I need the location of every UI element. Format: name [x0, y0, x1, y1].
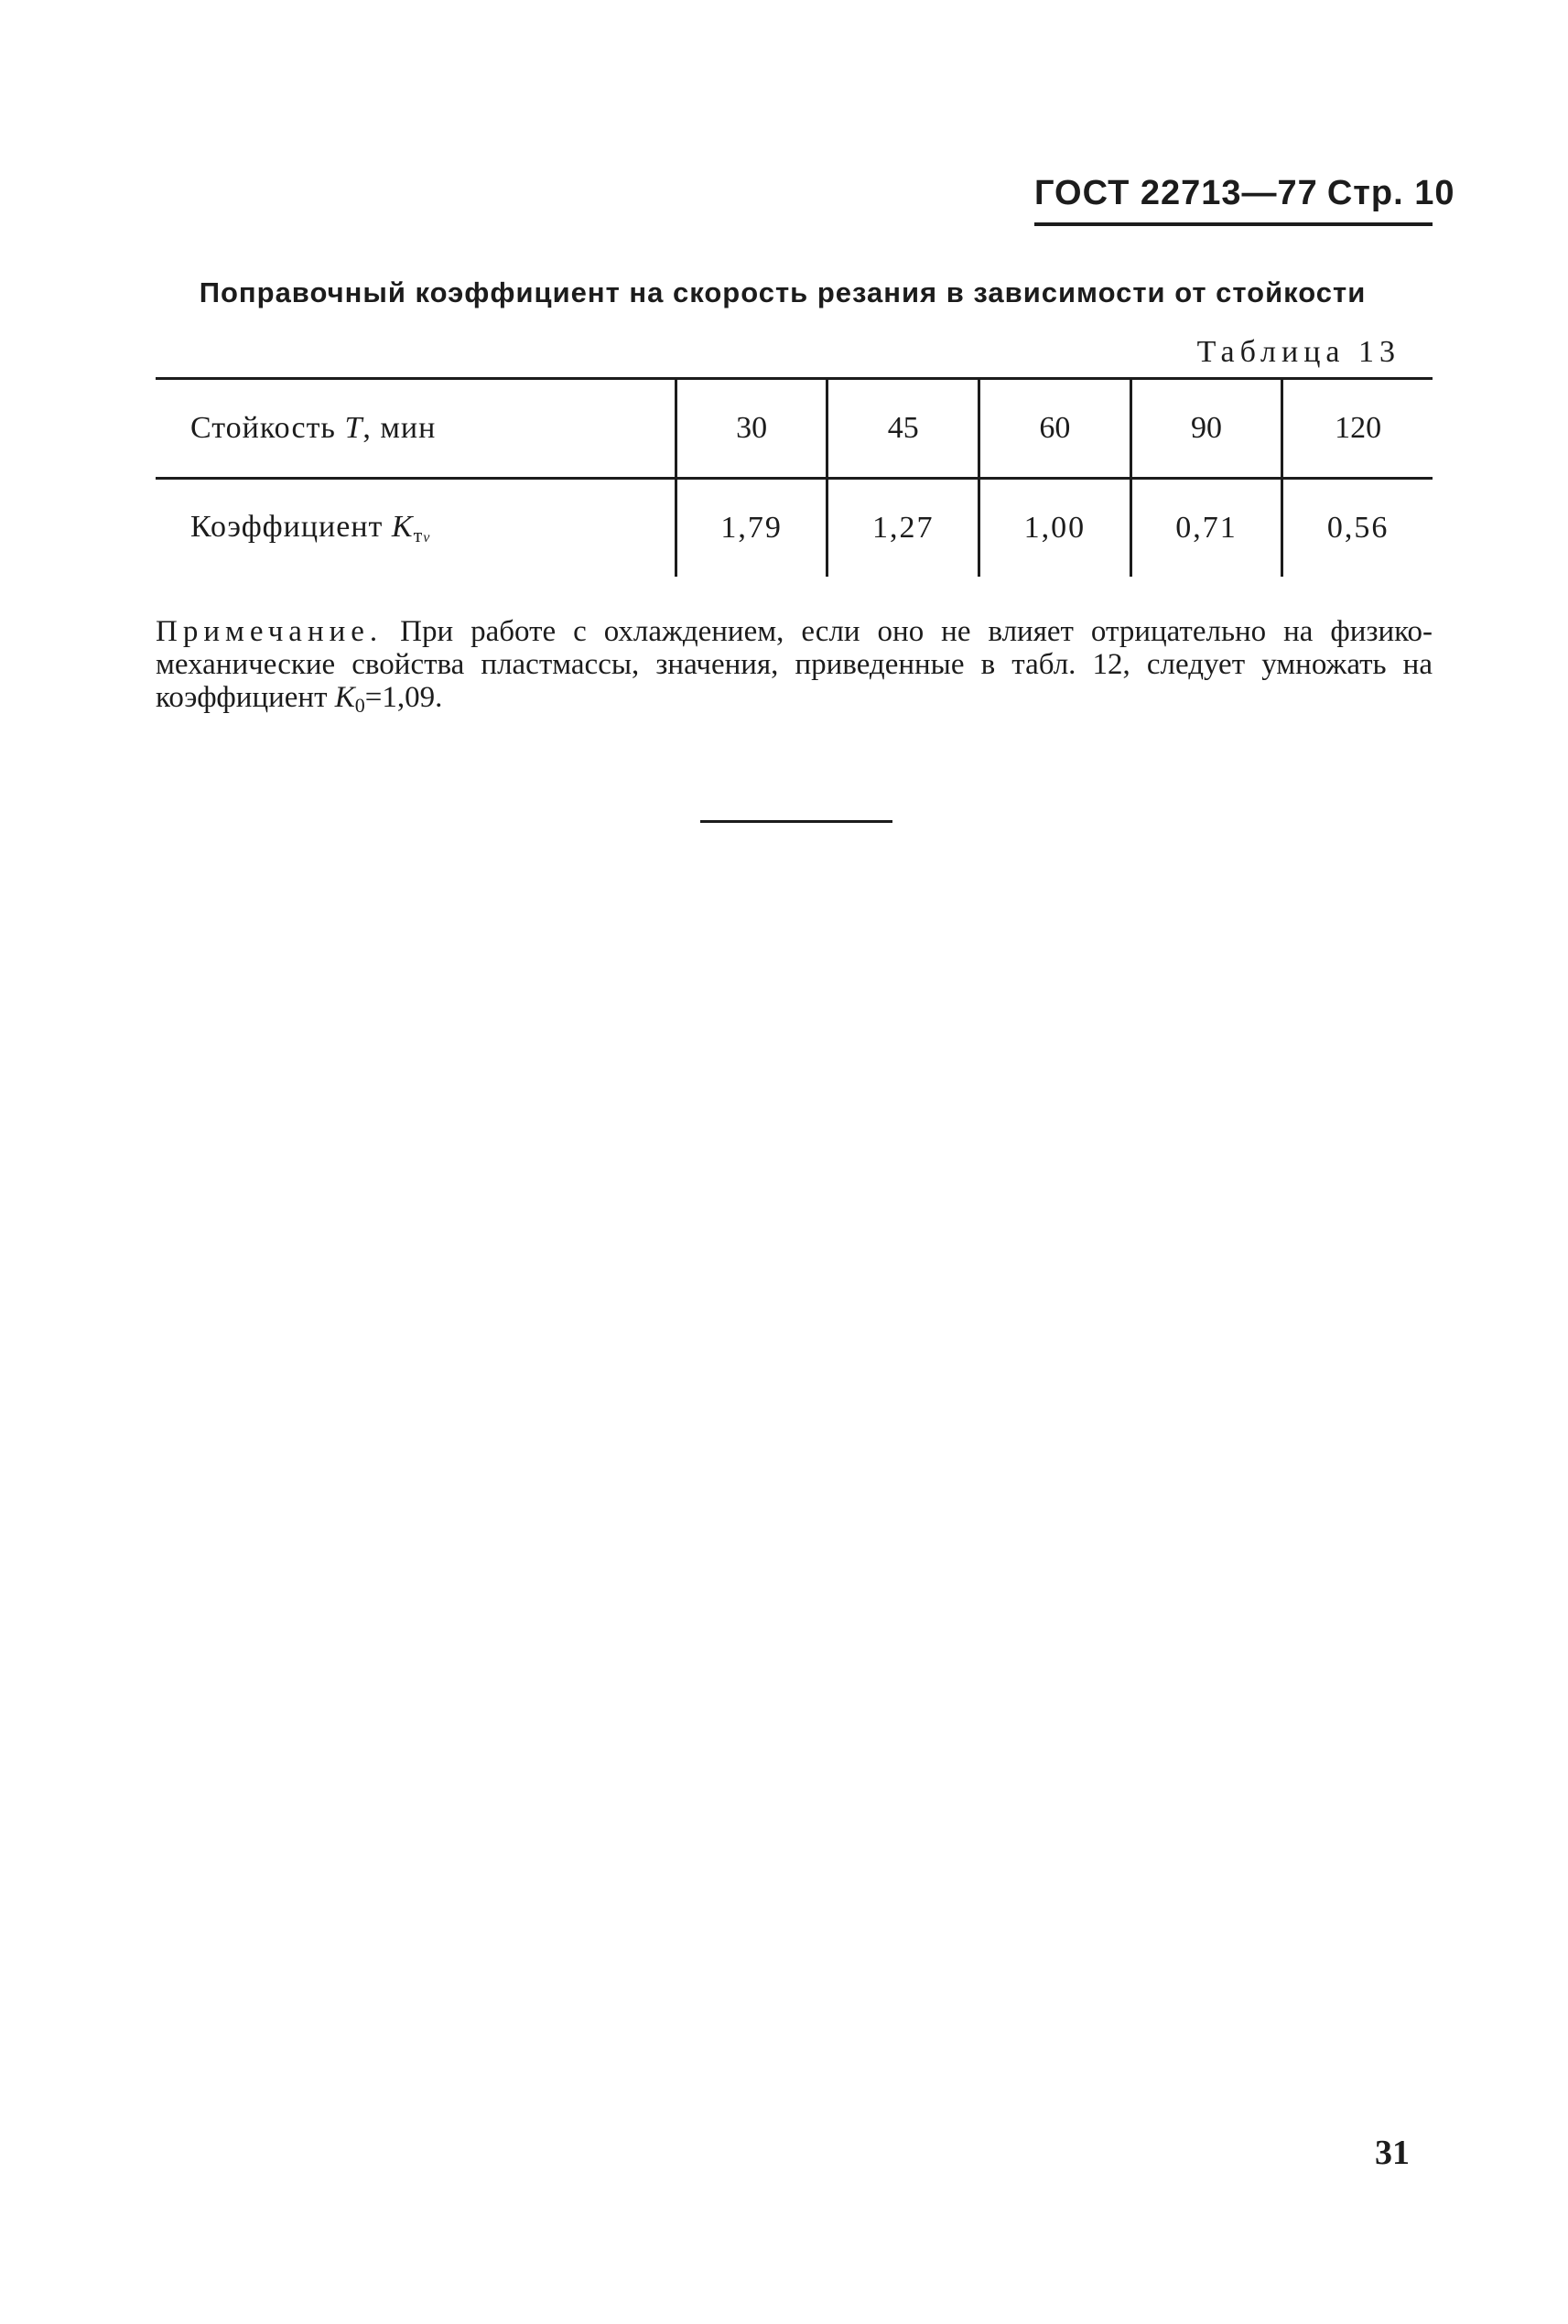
table-label: Таблица 13: [1196, 335, 1400, 369]
table-cell: 90: [1130, 379, 1282, 479]
table-cell: 120: [1282, 379, 1433, 479]
row-label-durability: Стойкость T, мин: [156, 379, 676, 479]
page-label: Стр. 10: [1326, 174, 1455, 212]
table-title: Поправочный коэффициент на скорость резания в зависимости от стойкости: [199, 276, 1367, 308]
symbol-subscript: т: [413, 523, 424, 546]
table-cell: 60: [979, 379, 1131, 479]
standard-number: ГОСТ 22713—77: [1034, 174, 1318, 212]
note-label: Примечание.: [156, 615, 384, 648]
note-paragraph: [156, 615, 1433, 722]
table-row-durability: [156, 379, 1433, 479]
note-text: При работе с охлаждением, если оно не влияет отрицательно на физико-механические свойства пластмассы, значения, приведенные в табл. 12, следует умножать на коэффициент: [156, 615, 1433, 714]
symbol-t: T: [344, 411, 363, 445]
symbol-k: K: [391, 509, 414, 544]
table-cell: 1,27: [827, 479, 979, 578]
page-number: 31: [1375, 2134, 1410, 2172]
header-rule: [1034, 222, 1433, 226]
table-cell: 45: [827, 379, 979, 479]
note-symbol: K: [334, 681, 355, 714]
row-label-coefficient: Коэффициент $K_тv$: [190, 509, 431, 546]
end-rule: [700, 820, 892, 823]
table-cell: 30: [676, 379, 827, 479]
table-cell: 0,56: [1282, 479, 1433, 578]
note-symbol-subscript: 0: [354, 694, 365, 717]
note-text-end: =1,09.: [364, 681, 443, 714]
table-cell: 1,79: [676, 479, 827, 578]
table-cell: 0,71: [1130, 479, 1282, 578]
data-table: [156, 377, 1433, 577]
page-header: [1034, 174, 1455, 213]
table-cell: 1,00: [979, 479, 1131, 578]
table-row-coefficient: [156, 479, 1433, 578]
symbol-subscript-2: v: [423, 529, 431, 546]
